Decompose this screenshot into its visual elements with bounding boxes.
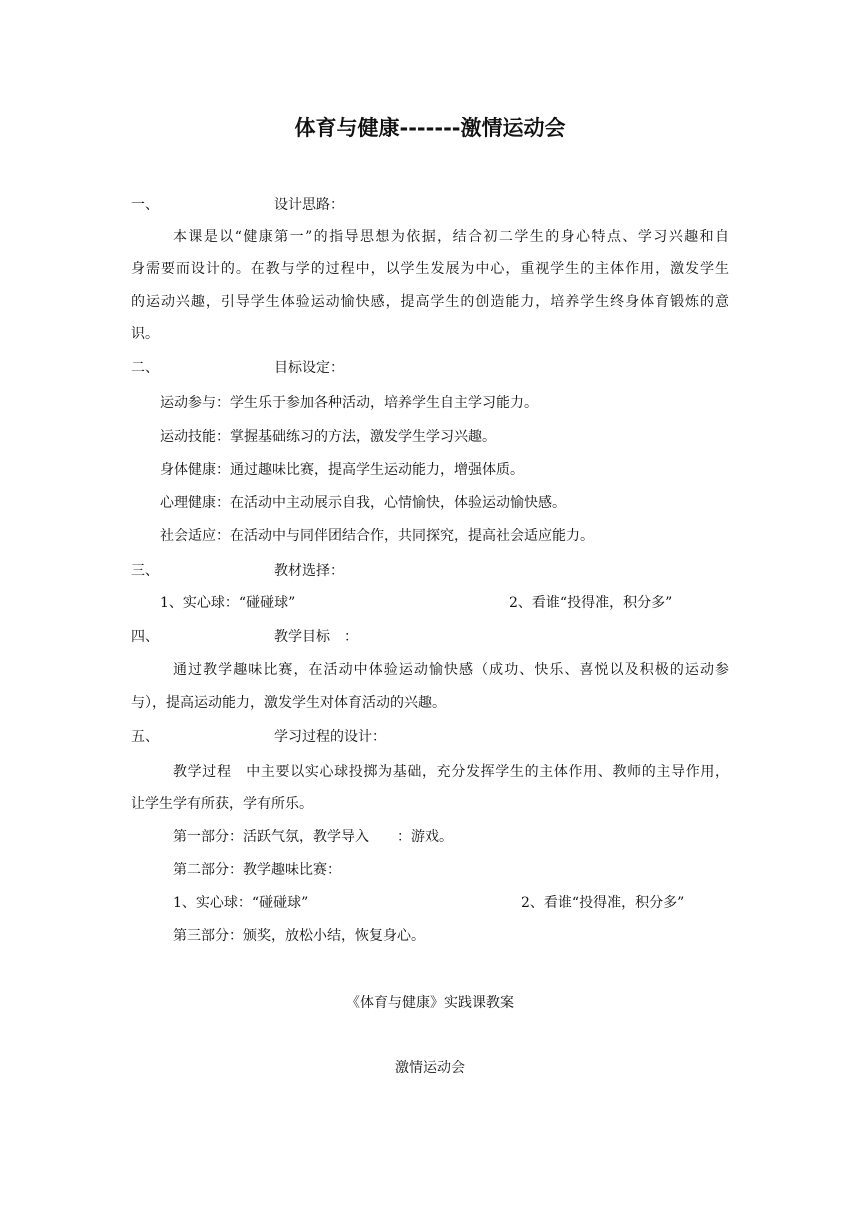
process-item: 1、实心球：“碰碰球” (173, 895, 309, 911)
paragraph-line: 识。 (131, 326, 159, 342)
section-3-number: 三、 (131, 563, 159, 579)
process-part-1: 第一部分：活跃气氛，教学导入 ：游戏。 (173, 829, 453, 845)
section-4-heading: 教学目标 ： (274, 629, 358, 645)
section-5-heading: 学习过程的设计： (274, 729, 386, 745)
section-1-heading: 设计思路： (274, 197, 344, 213)
lesson-plan-title: 《体育与健康》实践课教案 (346, 995, 514, 1011)
process-item: 2、看谁“投得准，积分多” (521, 895, 685, 911)
paragraph-line: 本课是以“健康第一”的指导思想为依据，结合初二学生的身心特点、学习兴趣和自 (173, 229, 729, 245)
paragraph-line: 身需要而设计的。在教与学的过程中，以学生发展为中心，重视学生的主体作用，激发学生 (131, 261, 729, 277)
goal-item: 身体健康：通过趣味比赛，提高学生运动能力，增强体质。 (160, 462, 524, 478)
section-1-number: 一、 (131, 197, 159, 213)
paragraph-line: 让学生学有所获，学有所乐。 (131, 796, 313, 812)
goal-item: 运动参与：学生乐于参加各种活动，培养学生自主学习能力。 (160, 395, 538, 411)
section-2-heading: 目标设定： (274, 360, 344, 376)
goal-item: 心理健康：在活动中主动展示自我，心情愉快，体验运动愉快感。 (160, 495, 566, 511)
goal-item: 运动技能：掌握基础练习的方法，激发学生学习兴趣。 (160, 429, 496, 445)
section-3-heading: 教材选择： (274, 563, 344, 579)
paragraph-line: 通过教学趣味比赛，在活动中体验运动愉快感（成功、快乐、喜悦以及积极的运动参 (173, 662, 729, 678)
section-4-number: 四、 (131, 629, 159, 645)
material-item: 2、看谁“投得准，积分多” (509, 595, 673, 611)
section-2-number: 二、 (131, 360, 159, 376)
process-part-2: 第二部分：教学趣味比赛： (173, 862, 341, 878)
paragraph-line: 与），提高运动能力，激发学生对体育活动的兴趣。 (131, 695, 446, 711)
lesson-plan-subtitle: 激情运动会 (395, 1060, 465, 1076)
document-title: 体育与健康-------激情运动会 (294, 116, 566, 140)
process-part-3: 第三部分：颁奖，放松小结，恢复身心。 (173, 928, 425, 944)
goal-item: 社会适应：在活动中与同伴团结合作，共同探究，提高社会适应能力。 (160, 528, 594, 544)
paragraph-line: 的运动兴趣，引导学生体验运动愉快感，提高学生的创造能力，培养学生终身体育锻炼的意 (131, 294, 729, 310)
section-5-number: 五、 (131, 729, 159, 745)
paragraph-line: 教学过程 中主要以实心球投掷为基础，充分发挥学生的主体作用、教师的主导作用， (173, 764, 729, 780)
material-item: 1、实心球：“碰碰球” (160, 595, 296, 611)
